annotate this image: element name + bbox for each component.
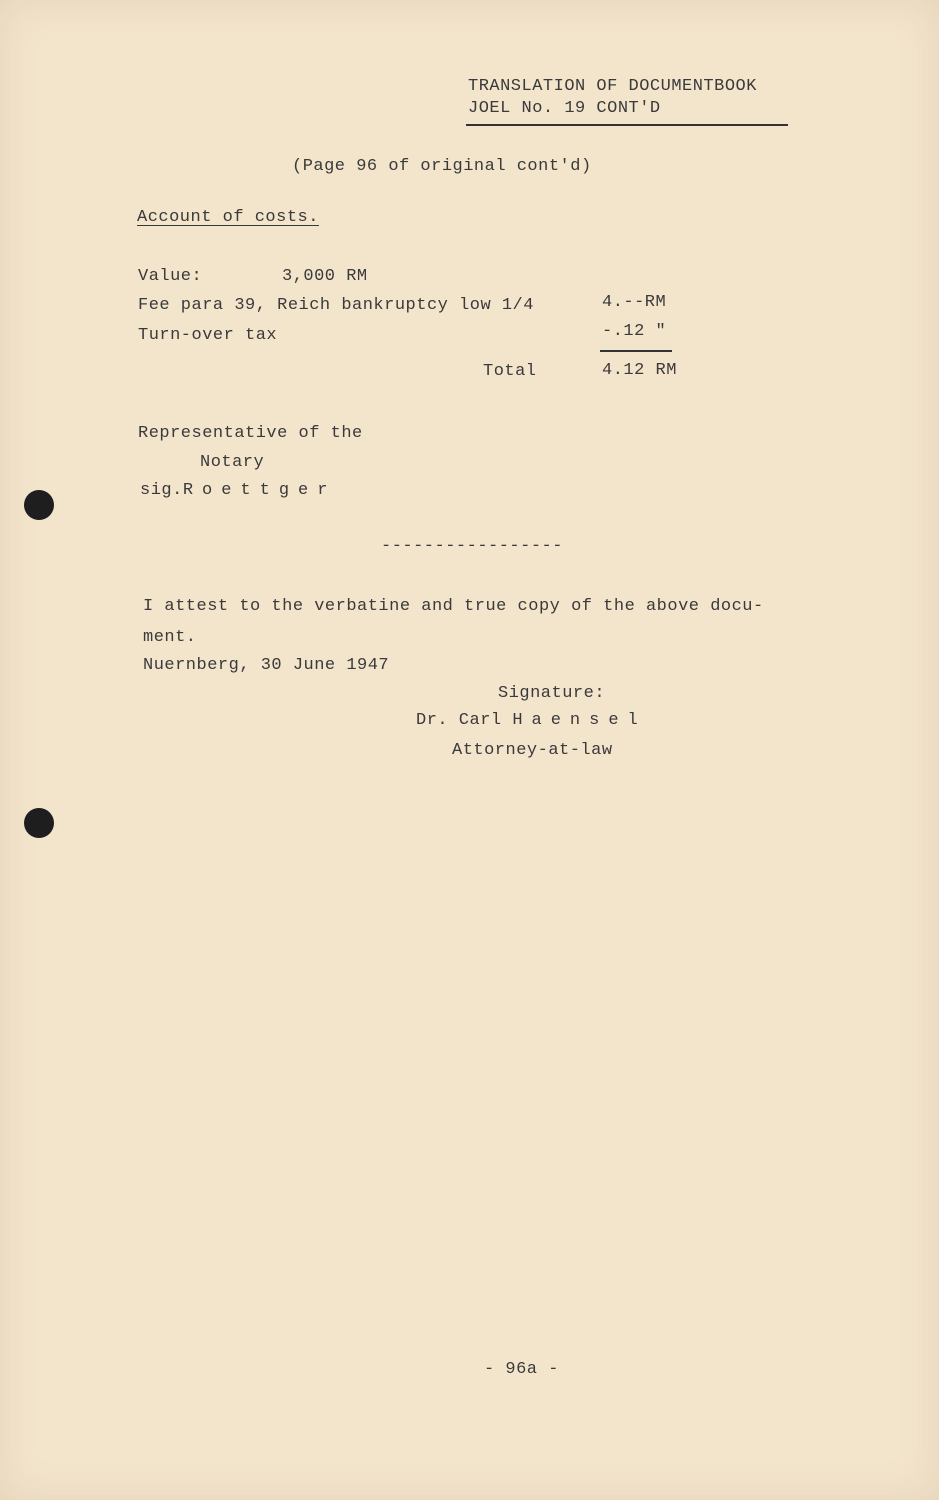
attestation-line2: ment. [143, 628, 197, 647]
signature-name: Roettger [182, 481, 337, 500]
signature-label: Signature: [498, 684, 606, 703]
header-title: TRANSLATION OF DOCUMENTBOOK [468, 77, 757, 96]
notary-line1: Representative of the [138, 424, 363, 443]
section-title: Account of costs. [137, 208, 319, 227]
punch-hole [24, 808, 54, 838]
header-rule [466, 124, 788, 126]
signer-prefix: Dr. Carl [416, 711, 502, 730]
notary-signature [140, 481, 336, 500]
page-reference: (Page 96 of original cont'd) [292, 157, 592, 176]
signature-prefix: sig. [140, 481, 183, 500]
page-number: - 96a - [484, 1360, 559, 1379]
signer-surname: Haensel [512, 711, 647, 730]
sum-rule [600, 350, 672, 352]
punch-hole [24, 490, 54, 520]
header-subtitle: JOEL No. 19 CONT'D [468, 99, 661, 118]
attestation-line1: I attest to the verbatine and true copy of the above docu- [143, 597, 764, 616]
signer-name [416, 711, 647, 730]
total-amount: 4.12 RM [602, 361, 677, 380]
place-date: Nuernberg, 30 June 1947 [143, 656, 390, 675]
fee-label: Fee para 39, Reich bankruptcy low 1/4 [138, 296, 534, 315]
divider: ----------------- [381, 537, 563, 556]
fee-amount: 4.--RM [602, 293, 667, 312]
signer-title: Attorney-at-law [452, 741, 613, 760]
tax-amount: -.12 " [602, 322, 667, 341]
value-label: Value: [138, 267, 203, 286]
tax-label: Turn-over tax [138, 326, 278, 345]
value-amount: 3,000 RM [282, 267, 368, 286]
notary-line2: Notary [200, 453, 265, 472]
total-label: Total [483, 362, 537, 381]
